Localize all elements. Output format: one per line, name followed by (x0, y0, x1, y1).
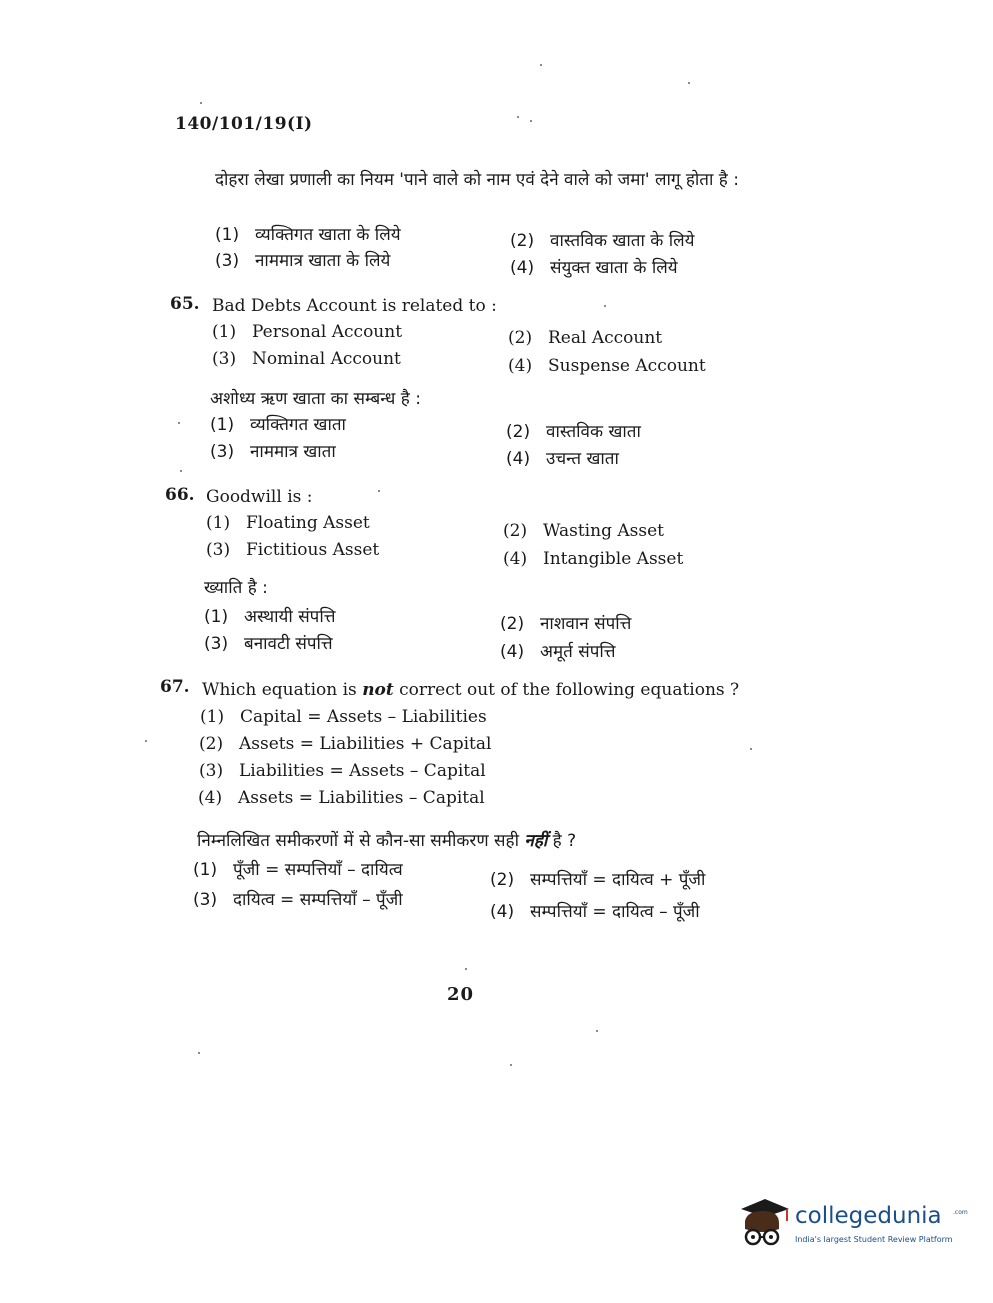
question-65-number: 65. (170, 294, 200, 314)
question-65-hindi-stem: अशोध्य ऋण खाता का सम्बन्ध है : (210, 389, 421, 409)
watermark-tagline: India's largest Student Review Platform (795, 1235, 953, 1244)
question-65-stem: Bad Debts Account is related to : (212, 296, 497, 316)
page-number: 20 (447, 984, 475, 1005)
q67-option-3: (3) Liabilities = Assets – Capital (199, 761, 486, 781)
q66-option-3: (3) Fictitious Asset (206, 540, 380, 560)
collegedunia-watermark (735, 1195, 968, 1255)
student-mascot-icon (735, 1195, 791, 1255)
q67-hindi-option-1: (1) पूँजी = सम्पत्तियाँ – दायित्व (193, 860, 403, 880)
watermark-brand: collegedunia (795, 1203, 942, 1229)
q65-hindi-option-3: (3) नाममात्र खाता (210, 442, 336, 462)
q65-hindi-option-1: (1) व्यक्तिगत खाता (210, 415, 346, 435)
q66-option-2: (2) Wasting Asset (503, 521, 664, 541)
q67-option-1: (1) Capital = Assets – Liabilities (200, 707, 487, 727)
q65-option-1: (1) Personal Account (212, 322, 403, 342)
q66-hindi-option-1: (1) अस्थायी संपत्ति (204, 607, 336, 627)
q66-hindi-option-4: (4) अमूर्त संपत्ति (500, 642, 616, 662)
question-67-number: 67. (160, 677, 190, 697)
q64-hindi-stem: दोहरा लेखा प्रणाली का नियम 'पाने वाले को नाम एवं देने वाले को जमा' लागू होता है : (215, 170, 739, 190)
paper-code: 140/101/19(I) (175, 114, 313, 134)
q67-hindi-option-2: (2) सम्पत्तियाँ = दायित्व + पूँजी (490, 870, 706, 890)
q67-hindi-option-4: (4) सम्पत्तियाँ = दायित्व – पूँजी (490, 902, 700, 922)
q67-option-4: (4) Assets = Liabilities – Capital (198, 788, 485, 808)
question-66-number: 66. (165, 485, 195, 505)
watermark-suffix: .com (953, 1209, 968, 1216)
question-67-stem: Which equation is not correct out of the following equations ? (202, 680, 740, 700)
q66-hindi-option-3: (3) बनावटी संपत्ति (204, 634, 333, 654)
q64-hindi-option-3: (3) नाममात्र खाता के लिये (215, 251, 391, 271)
q66-option-1: (1) Floating Asset (206, 513, 370, 533)
question-66-hindi-stem: ख्याति है : (204, 578, 268, 598)
question-67-hindi-stem: निम्नलिखित समीकरणों में से कौन-सा समीकरण सही नहीं है ? (197, 831, 577, 851)
q67-option-2: (2) Assets = Liabilities + Capital (199, 734, 492, 754)
q65-option-4: (4) Suspense Account (508, 356, 706, 376)
q64-hindi-option-2: (2) वास्तविक खाता के लिये (510, 231, 695, 251)
q65-hindi-option-2: (2) वास्तविक खाता (506, 422, 641, 442)
q65-option-3: (3) Nominal Account (212, 349, 401, 369)
q67-hindi-option-3: (3) दायित्व = सम्पत्तियाँ – पूँजी (193, 890, 403, 910)
question-66-stem: Goodwill is : (206, 487, 313, 507)
q65-hindi-option-4: (4) उचन्त खाता (506, 449, 619, 469)
q66-option-4: (4) Intangible Asset (503, 549, 684, 569)
q64-hindi-option-1: (1) व्यक्तिगत खाता के लिये (215, 225, 401, 245)
q64-hindi-option-4: (4) संयुक्त खाता के लिये (510, 258, 678, 278)
q66-hindi-option-2: (2) नाशवान संपत्ति (500, 614, 632, 634)
q65-option-2: (2) Real Account (508, 328, 663, 348)
